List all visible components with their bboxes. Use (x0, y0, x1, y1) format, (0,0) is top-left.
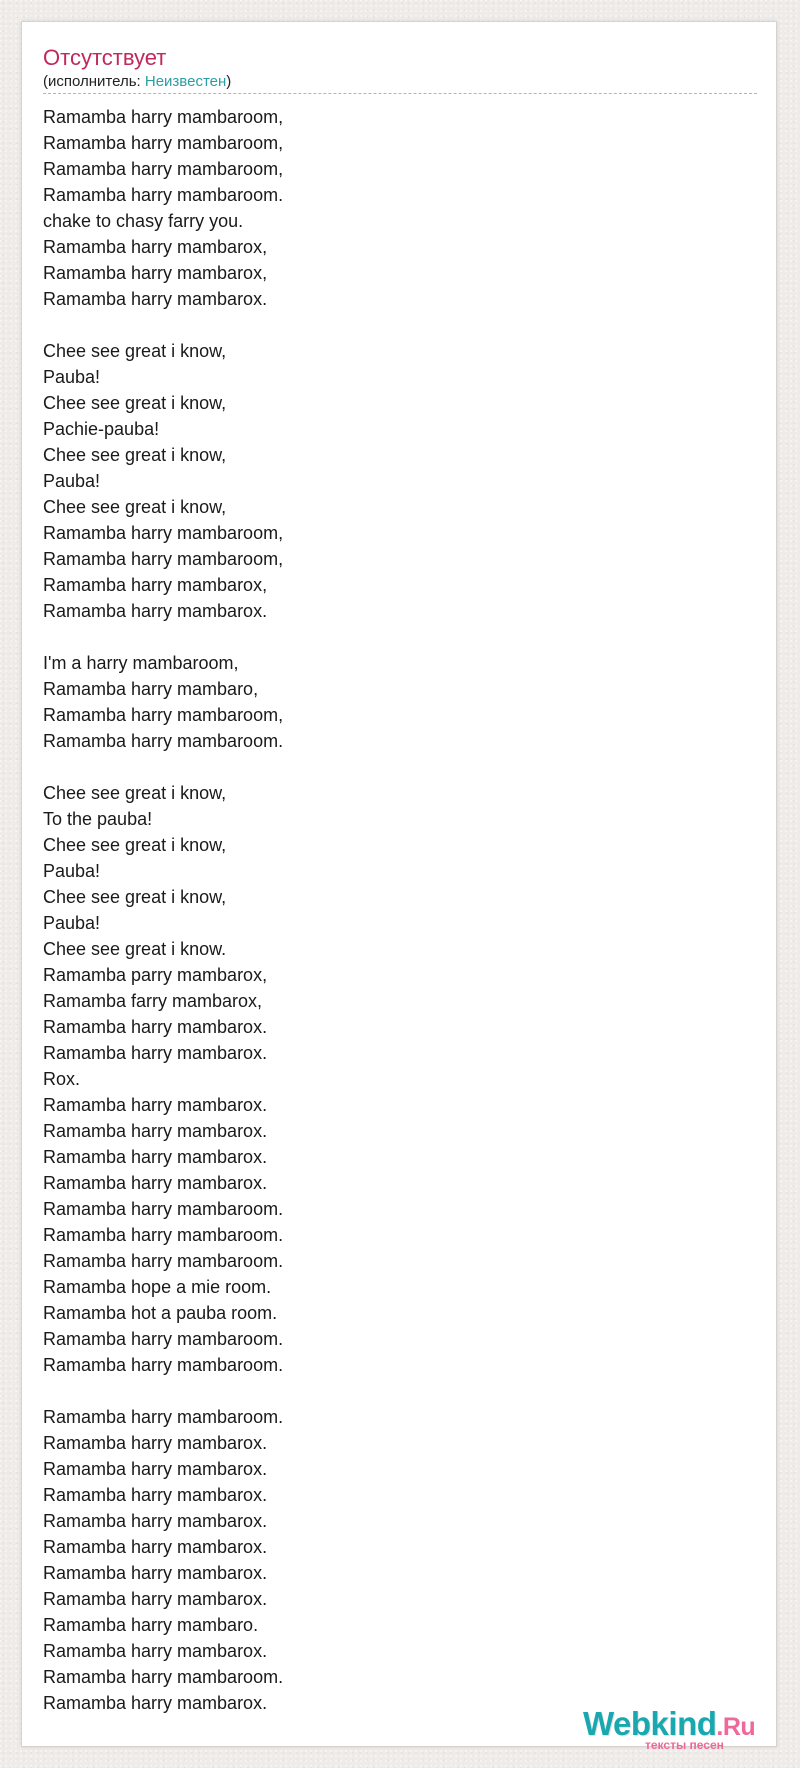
lyrics-line: Ramamba harry mambarox. (43, 1121, 268, 1141)
artist-prefix: (исполнитель: (43, 73, 145, 90)
lyrics-blank-line (43, 754, 743, 780)
lyrics-line: Ramamba harry mambaroom. (43, 1355, 284, 1375)
lyrics-line: Ramamba harry mambarox. (43, 289, 268, 309)
lyrics-line: Ramamba harry mambaroom. (43, 185, 284, 205)
lyrics-line: Ramamba harry mambaroom, (43, 549, 284, 569)
lyrics-line: Pauba! (43, 471, 101, 491)
artist-line (43, 73, 231, 91)
lyrics-line: Pachie-pauba! (43, 419, 160, 439)
lyrics-line: Ramamba harry mambaroom. (43, 1225, 284, 1245)
lyrics-line: Ramamba harry mambarox. (43, 1537, 268, 1557)
lyrics-line: Pauba! (43, 861, 101, 881)
webkind-logo[interactable] (583, 1704, 783, 1758)
lyrics-line: To the pauba! (43, 809, 153, 829)
title-divider (43, 93, 757, 94)
lyrics-line: Ramamba harry mambarox. (43, 1459, 268, 1479)
lyrics-line: Ramamba harry mambaroom. (43, 731, 284, 751)
lyrics-blank-line (43, 312, 743, 338)
lyrics-line: Ramamba parry mambarox, (43, 965, 268, 985)
lyrics-line: Pauba! (43, 913, 101, 933)
lyrics-line: Chee see great i know, (43, 445, 227, 465)
lyrics-line: Chee see great i know. (43, 939, 227, 959)
lyrics-line: Ramamba farry mambarox, (43, 991, 263, 1011)
lyrics-line: Chee see great i know, (43, 783, 227, 803)
lyrics-line: Ramamba harry mambarox. (43, 1563, 268, 1583)
artist-link[interactable]: Неизвестен (144, 73, 227, 90)
lyrics-card (21, 21, 777, 1752)
lyrics-line: Ramamba harry mambarox, (43, 263, 268, 283)
lyrics-blank-line (43, 1378, 743, 1404)
logo-tagline: тексты песен (645, 1738, 724, 1752)
lyrics-line: Ramamba harry mambaro. (43, 1615, 259, 1635)
lyrics-line: Chee see great i know, (43, 497, 227, 517)
lyrics-line: Ramamba hope a mie room. (43, 1277, 272, 1297)
logo-name: Webkind (583, 1705, 717, 1742)
lyrics-line: Ramamba harry mambaroom. (43, 1329, 284, 1349)
lyrics-line: Ramamba harry mambarox. (43, 1095, 268, 1115)
lyrics-text (43, 104, 743, 1716)
lyrics-line: Chee see great i know, (43, 887, 227, 907)
lyrics-line: Ramamba harry mambarox. (43, 1511, 268, 1531)
lyrics-line: Ramamba harry mambaro, (43, 679, 259, 699)
lyrics-line: Ramamba harry mambaroom, (43, 133, 284, 153)
lyrics-blank-line (43, 624, 743, 650)
lyrics-line: Ramamba harry mambaroom. (43, 1199, 284, 1219)
lyrics-line: Ramamba harry mambaroom, (43, 523, 284, 543)
lyrics-line: Ramamba harry mambaroom, (43, 107, 284, 127)
lyrics-line: Ramamba harry mambarox. (43, 1641, 268, 1661)
lyrics-line: Ramamba harry mambarox, (43, 575, 268, 595)
lyrics-line: Ramamba harry mambarox, (43, 237, 268, 257)
lyrics-line: Ramamba harry mambarox. (43, 601, 268, 621)
lyrics-line: chake to chasy farry you. (43, 211, 244, 231)
lyrics-line: Ramamba harry mambaroom. (43, 1251, 284, 1271)
lyrics-line: Ramamba harry mambarox. (43, 1147, 268, 1167)
lyrics-line: Ramamba harry mambarox. (43, 1173, 268, 1193)
lyrics-line: Chee see great i know, (43, 835, 227, 855)
lyrics-line: Ramamba harry mambaroom. (43, 1407, 284, 1427)
artist-suffix: ) (226, 73, 232, 90)
lyrics-line: Ramamba harry mambarox. (43, 1433, 268, 1453)
lyrics-line: Rox. (43, 1069, 81, 1089)
lyrics-line: Ramamba hot a pauba room. (43, 1303, 278, 1323)
lyrics-line: I'm a harry mambaroom, (43, 653, 239, 673)
lyrics-line: Ramamba harry mambarox. (43, 1693, 268, 1713)
lyrics-line: Chee see great i know, (43, 393, 227, 413)
song-title: Отсутствует (43, 45, 167, 70)
lyrics-line: Ramamba harry mambaroom. (43, 1667, 284, 1687)
lyrics-line: Ramamba harry mambaroom, (43, 159, 284, 179)
lyrics-line: Ramamba harry mambarox. (43, 1485, 268, 1505)
logo-domain: .Ru (716, 1713, 756, 1741)
lyrics-line: Ramamba harry mambarox. (43, 1589, 268, 1609)
lyrics-line: Chee see great i know, (43, 341, 227, 361)
lyrics-line: Pauba! (43, 367, 101, 387)
lyrics-line: Ramamba harry mambaroom, (43, 705, 284, 725)
lyrics-line: Ramamba harry mambarox. (43, 1017, 268, 1037)
lyrics-line: Ramamba harry mambarox. (43, 1043, 268, 1063)
